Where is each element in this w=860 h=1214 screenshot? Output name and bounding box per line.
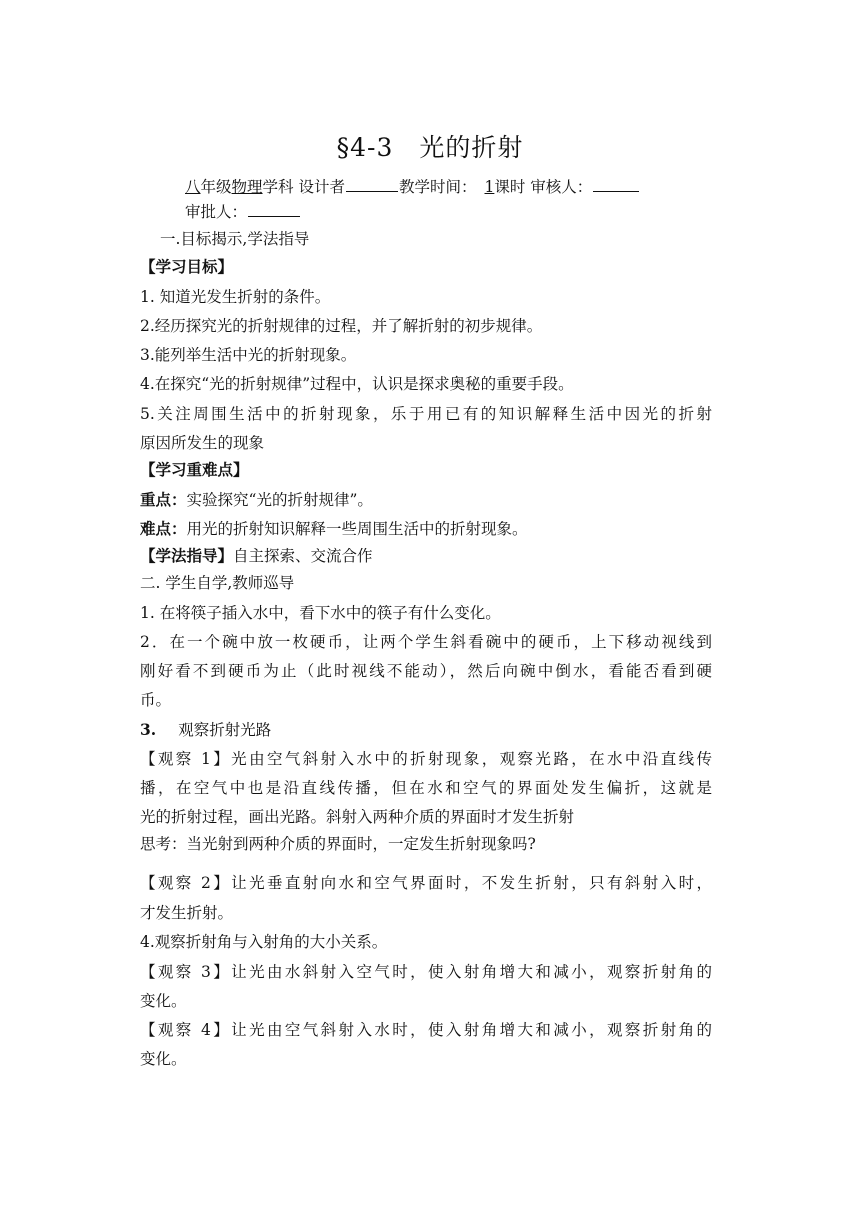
goal-item: 2.经历探究光的折射规律的过程，并了解折射的初步规律。 — [140, 317, 543, 335]
goal-item: 3.能列举生活中光的折射现象。 — [140, 346, 357, 364]
observation-1: 光的折射过程，画出光路。斜射入两种介质的界面时才发生折射 — [140, 808, 575, 826]
approver-label: 审批人： — [185, 203, 248, 221]
goal-item: 4.在探究“光的折射规律”过程中，认识是探求奥秘的重要手段。 — [140, 375, 574, 393]
key-point — [140, 489, 373, 511]
difficult-label: 难点： — [140, 519, 187, 538]
observation-2: 才发生折射。 — [140, 904, 234, 922]
step-text: 观察折射光路 — [178, 721, 272, 739]
key-text: 实验探究“光的折射规律”。 — [186, 491, 373, 509]
think-question: 思考：当光射到两种介质的界面时，一定发生折射现象吗? — [140, 835, 536, 853]
difficult-point — [140, 518, 528, 540]
step-item-4: 4.观察折射角与入射角的大小关系。 — [140, 933, 388, 951]
approver-line — [185, 201, 301, 223]
key-label: 重点： — [140, 490, 187, 509]
observation-4: 变化。 — [140, 1050, 187, 1068]
goal-item: 1. 知道光发生折射的条件。 — [140, 288, 331, 306]
section1-heading: 一.目标揭示,学法指导 — [160, 230, 310, 248]
observation-1: 播，在空气中也是沿直线传播，但在水和空气的界面处发生偏折，这就是 — [140, 779, 712, 797]
step-item-3 — [140, 719, 271, 741]
time-label: 教学时间： — [398, 178, 477, 196]
document-title: §4-3 光的折射 — [336, 133, 524, 162]
step-number: 3. — [140, 720, 157, 739]
step-item: 刚好看不到硬币为止（此时视线不能动），然后向碗中倒水，看能否看到硬 — [140, 662, 712, 680]
step-item: 1. 在将筷子插入水中，看下水中的筷子有什么变化。 — [140, 604, 501, 622]
hours-value: 1 — [484, 178, 495, 196]
key-title: 【学习重难点】 — [140, 460, 249, 479]
section2-heading: 二. 学生自学,教师巡导 — [140, 574, 295, 592]
observation-4: 【观察 4】让光由空气斜射入水时，使入射角增大和减小，观察折射角的 — [140, 1021, 712, 1039]
step-item: 2．在一个碗中放一枚硬币，让两个学生斜看碗中的硬币，上下移动视线到 — [140, 633, 712, 651]
goal-item-continued: 原因所发生的现象 — [140, 434, 265, 452]
grade-suffix: 年级 — [200, 178, 232, 196]
difficult-text: 用光的折射知识解释一些周围生活中的折射现象。 — [186, 520, 528, 538]
method-line — [140, 545, 373, 567]
subject-suffix: 学科 设计者 — [262, 178, 345, 196]
reviewer-blank — [593, 176, 639, 192]
grade: 八 — [185, 178, 201, 196]
designer-blank — [346, 176, 398, 192]
header-line — [185, 176, 640, 198]
goal-item: 5.关注周围生活中的折射现象，乐于用已有的知识解释生活中因光的折射 — [140, 405, 712, 423]
step-item: 币。 — [140, 691, 172, 709]
goals-title: 【学习目标】 — [140, 257, 234, 276]
observation-2: 【观察 2】让光垂直射向水和空气界面时，不发生折射，只有斜射入时， — [140, 874, 712, 892]
hours-suffix: 课时 审核人： — [494, 178, 593, 196]
subject: 物理 — [231, 178, 263, 196]
observation-1: 【观察 1】光由空气斜射入水中的折射现象，观察光路，在水中沿直线传 — [140, 750, 712, 768]
method-text: 自主探索、交流合作 — [233, 547, 373, 565]
approver-blank — [248, 201, 300, 217]
observation-3: 变化。 — [140, 992, 187, 1010]
observation-3: 【观察 3】让光由水斜射入空气时，使入射角增大和减小，观察折射角的 — [140, 963, 712, 981]
method-label: 【学法指导】 — [140, 546, 234, 565]
